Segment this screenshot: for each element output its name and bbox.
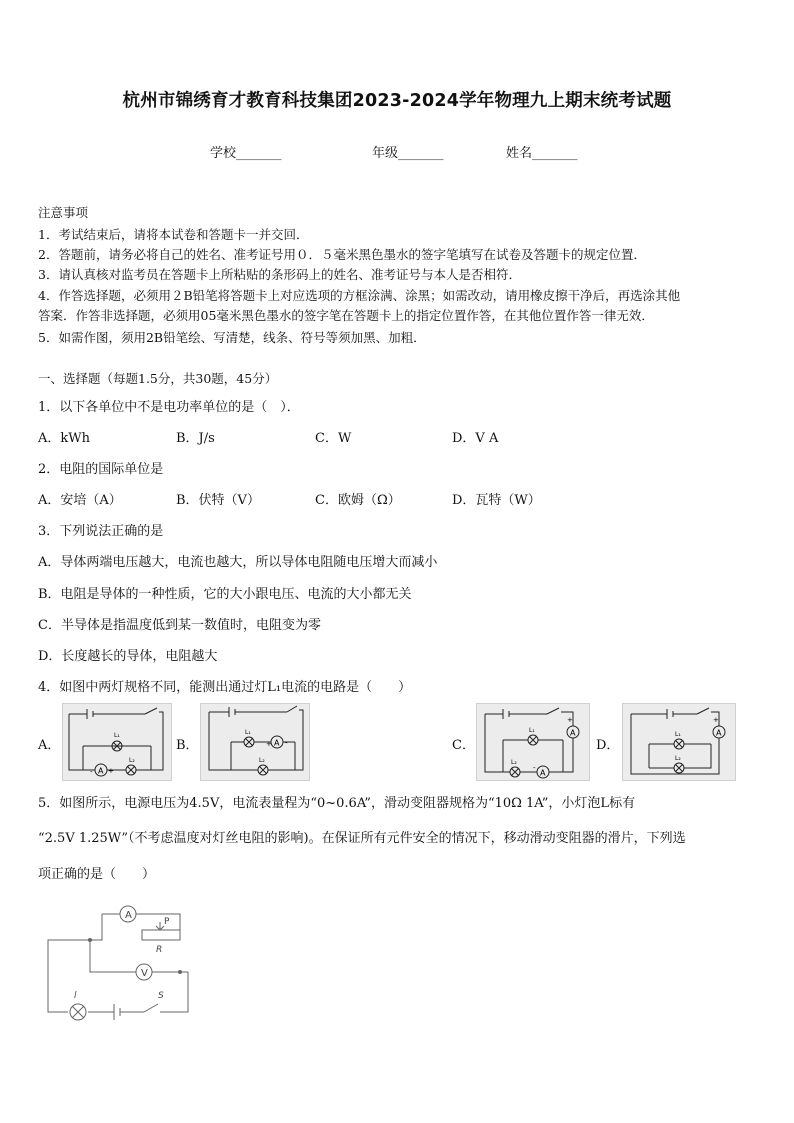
q5-circuit-diagram: [40, 900, 200, 1022]
q2-option-b: B．伏特（V）: [176, 493, 260, 508]
switch-label: S: [158, 991, 164, 1001]
page-title: 杭州市锦绣育才教育科技集团2023-2024学年物理九上期末统考试题: [122, 91, 672, 111]
lamp1-label: L₁: [114, 732, 120, 739]
lamp1-label: L₁: [529, 727, 535, 734]
minus-label: -: [533, 764, 536, 772]
q4-option-a: A．: [38, 738, 61, 753]
notice-item: 4．作答选择题，必须用２B铅笔将答题卡上对应选项的方框涂满、涂黑；如需改动，请用橡皮擦干净后，再选涂其他: [38, 288, 681, 303]
lamp2-label: L₂: [259, 757, 265, 764]
school-field: 学校_______: [210, 146, 282, 161]
grade-field: 年级_______: [372, 146, 444, 161]
section-heading: 一、选择题（每题1.5分，共30题，45分）: [38, 371, 278, 386]
notice-item: 3．请认真核对监考员在答题卡上所粘贴的条形码上的姓名、准考证号与本人是否相符．: [38, 267, 521, 282]
lamp2-label: L₂: [675, 755, 681, 762]
notice-item: 答案．作答非选择题，必须用05毫米黑色墨水的签字笔在答题卡上的指定位置作答，在其他位置作答一律无效．: [38, 308, 654, 323]
q2-option-c: C．欧姆（Ω）: [315, 493, 401, 508]
lamp-label: l: [74, 991, 77, 1001]
q4-option-b: B．: [176, 738, 199, 753]
plus-label: +: [713, 716, 719, 724]
minus-label: -: [90, 768, 93, 776]
question-4-stem: 4．如图中两灯规格不同，能测出通过灯L₁电流的电路是（ ）: [38, 680, 412, 695]
circuit-diagram-a: [62, 703, 172, 781]
ammeter-label: A: [125, 910, 132, 921]
q3-option-d: D．长度越长的导体，电阻越大: [38, 649, 218, 664]
plus-label: +: [567, 716, 573, 724]
plus-label: +: [108, 767, 114, 775]
name-field: 姓名_______: [506, 146, 578, 161]
voltmeter-label: V: [141, 968, 148, 979]
q4-option-d: D．: [596, 738, 620, 753]
q2-option-a: A．安培（A）: [38, 493, 122, 508]
ammeter-label: A: [540, 768, 546, 778]
ammeter-label: A: [570, 728, 576, 738]
lamp1-label: L₁: [245, 729, 251, 736]
question-5-line-2: “2.5V 1.25W”（不考虑温度对灯丝电阻的影响)。在保证所有元件安全的情况下，移动滑动变阻器的滑片，下列选: [38, 831, 686, 846]
circuit-diagram-c: [476, 703, 590, 781]
question-5-line-1: 5．如图所示，电源电压为4.5V，电流表量程为“0~0.6A”，滑动变阻器规格为“10Ω 1A”，小灯泡L标有: [38, 796, 636, 811]
ammeter-label: A: [98, 766, 104, 776]
q1-option-d: D．V A: [452, 431, 499, 446]
q3-option-c: C．半导体是指温度低到某一数值时，电阻变为零: [38, 618, 321, 633]
circuit-diagram-d: [622, 703, 736, 781]
notice-item: 5．如需作图，须用2B铅笔绘、写清楚，线条、符号等须加黑、加粗．: [38, 330, 426, 345]
q4-option-c: C．: [452, 738, 475, 753]
q1-option-a: A．kWh: [38, 431, 91, 446]
question-2-stem: 2．电阻的国际单位是: [38, 462, 164, 477]
plus-label: +: [266, 740, 272, 748]
question-5-line-3: 项正确的是（ ）: [38, 867, 156, 882]
notice-heading: 注意事项: [38, 205, 89, 220]
q1-option-c: C．W: [315, 431, 352, 446]
q2-option-d: D．瓦特（W）: [452, 493, 541, 508]
notice-item: 2．答题前，请务必将自己的姓名、准考证号用０．５毫米黑色墨水的签字笔填写在试卷及答题卡的规定位置．: [38, 247, 646, 262]
ammeter-label: A: [274, 738, 280, 748]
question-3-stem: 3．下列说法正确的是: [38, 524, 164, 539]
notice-item: 1．考试结束后，请将本试卷和答题卡一并交回．: [38, 227, 309, 242]
lamp2-label: L₂: [511, 759, 517, 766]
q3-option-a: A．导体两端电压越大，电流也越大，所以导体电阻随电压增大而减小: [38, 555, 438, 570]
lamp1-label: L₁: [675, 731, 681, 738]
ammeter-label: A: [716, 728, 722, 738]
slider-label: P: [164, 917, 170, 927]
minus-label: -: [285, 739, 288, 747]
q3-option-b: B．电阻是导体的一种性质，它的大小跟电压、电流的大小都无关: [38, 587, 412, 602]
lamp2-label: L₂: [129, 757, 135, 764]
circuit-diagram-b: [200, 703, 310, 781]
question-1-stem: 1．以下各单位中不是电功率单位的是（ ）．: [38, 400, 300, 415]
resistor-label: R: [156, 945, 163, 955]
q1-option-b: B．J/s: [176, 431, 215, 446]
